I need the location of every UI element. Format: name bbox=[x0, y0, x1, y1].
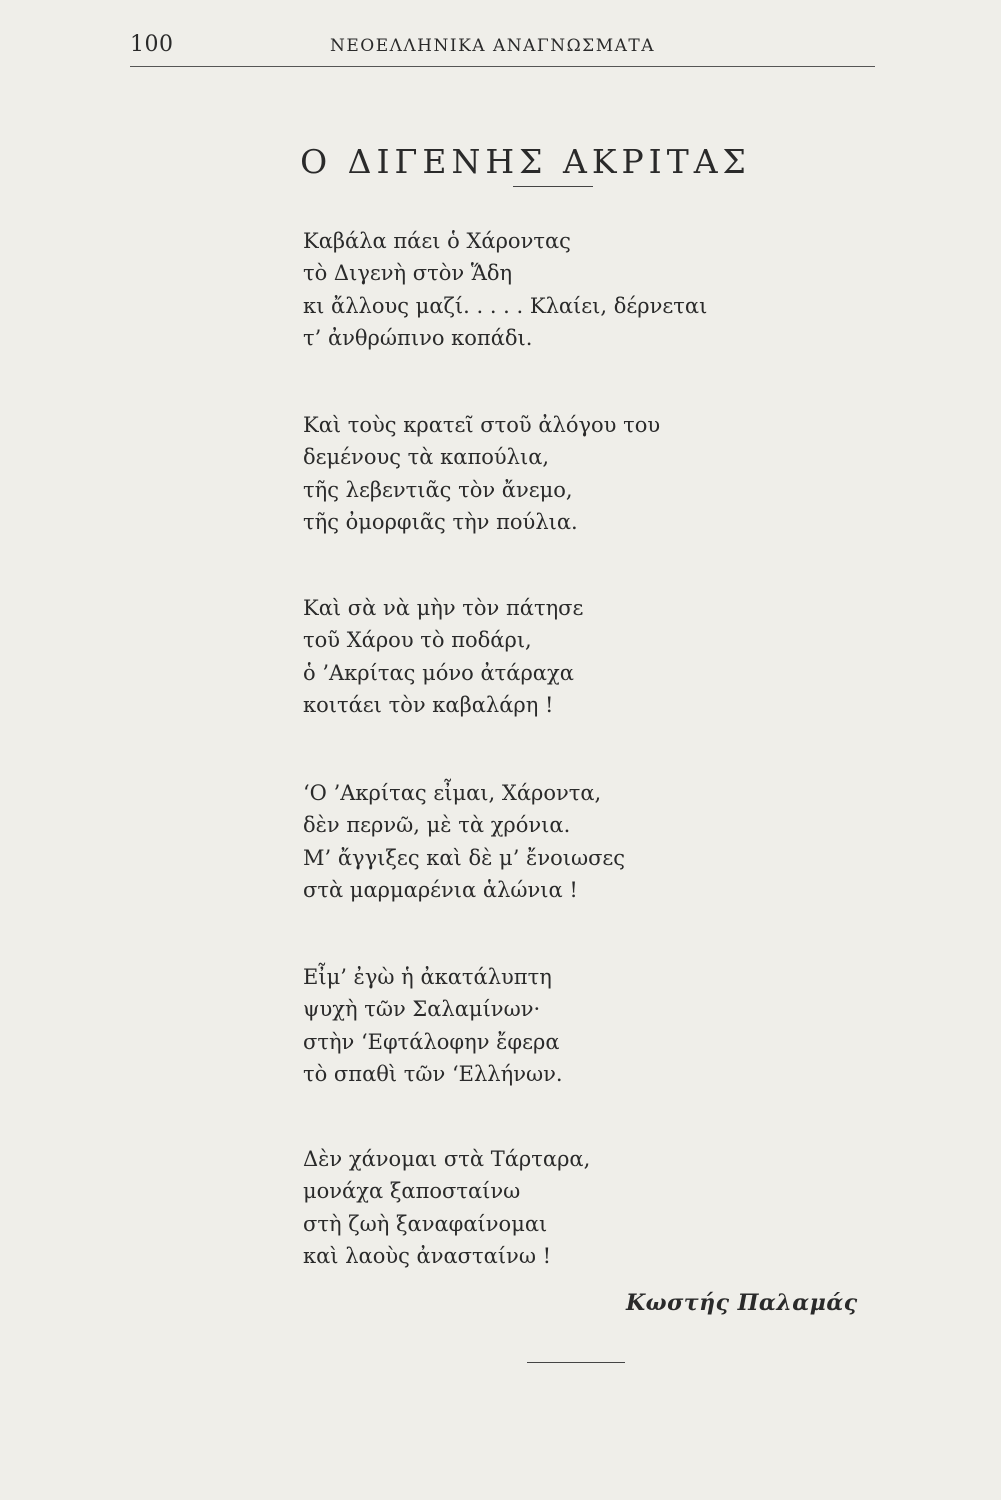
poem-line: μονάχα ξαποσταίνω bbox=[303, 1179, 521, 1204]
poem-line: Δὲν χάνομαι στὰ Τάρταρα, bbox=[303, 1147, 591, 1171]
poem-line: Καὶ σὰ νὰ μὴν τὸν πάτησε bbox=[303, 596, 584, 620]
poem-line: Καὶ τοὺς κρατεῖ στοῦ ἀλόγου του bbox=[303, 413, 661, 437]
poem-line: τοῦ Χάρου τὸ ποδάρι, bbox=[303, 628, 532, 653]
poem-line: ‘Ο ’Ακρίτας εἶμαι, Χάροντα, bbox=[303, 781, 602, 805]
stanza-6 bbox=[303, 1143, 590, 1272]
poem-line: τὸ Διγενὴ στὸν Ἅδη bbox=[303, 261, 513, 286]
poem-line: δὲν περνῶ, μὲ τὰ χρόνια. bbox=[303, 813, 571, 838]
title-divider bbox=[513, 186, 593, 187]
poem-line: ὁ ’Ακρίτας μόνο ἀτάραχα bbox=[303, 660, 574, 685]
running-header bbox=[130, 32, 875, 67]
stanza-3 bbox=[303, 592, 583, 721]
poem-line: στὰ μαρμαρένια ἁλώνια ! bbox=[303, 877, 578, 902]
poem-line: δεμένους τὰ καπούλια, bbox=[303, 445, 550, 470]
poem-line: καὶ λαοὺς ἀνασταίνω ! bbox=[303, 1243, 552, 1268]
poem-line: κι ἄλλους μαζί. . . . . Κλαίει, δέρνεται bbox=[303, 293, 708, 318]
poem-line: Καβάλα πάει ὁ Χάροντας bbox=[303, 229, 571, 253]
poem-line: τ’ ἀνθρώπινο κοπάδι. bbox=[303, 325, 533, 350]
stanza-4 bbox=[303, 777, 625, 906]
poem-line: τὸ σπαθὶ τῶν ‘Ελλήνων. bbox=[303, 1061, 563, 1086]
poem-title: Ο ΔΙΓΕΝΗΣ ΑΚΡΙΤΑΣ bbox=[300, 142, 751, 182]
stanza-1 bbox=[303, 225, 707, 354]
running-title: ΝΕΟΕΛΛΗΝΙΚΑ ΑΝΑΓΝΩΣΜΑΤΑ bbox=[330, 36, 655, 56]
poem-line: στὴν ‘Εφτάλοφην ἔφερα bbox=[303, 1029, 560, 1054]
author-signature: Κωστής Παλαμάς bbox=[626, 1290, 858, 1316]
poem-line: Μ’ ἄγγιξες καὶ δὲ μ’ ἔνοιωσες bbox=[303, 845, 626, 870]
stanza-5 bbox=[303, 961, 563, 1090]
poem-line: Εἶμ’ ἐγὼ ἡ ἀκατάλυπτη bbox=[303, 965, 552, 989]
end-divider bbox=[527, 1362, 625, 1363]
poem-line: ψυχὴ τῶν Σαλαμίνων· bbox=[303, 997, 541, 1022]
stanza-2 bbox=[303, 409, 660, 538]
poem-line: τῆς λεβεντιᾶς τὸν ἄνεμο, bbox=[303, 477, 573, 502]
page-number: 100 bbox=[130, 32, 174, 57]
poem-line: στὴ ζωὴ ξαναφαίνομαι bbox=[303, 1211, 548, 1236]
poem-line: τῆς ὀμορφιᾶς τὴν πούλια. bbox=[303, 509, 578, 534]
poem-line: κοιτάει τὸν καβαλάρη ! bbox=[303, 692, 554, 717]
